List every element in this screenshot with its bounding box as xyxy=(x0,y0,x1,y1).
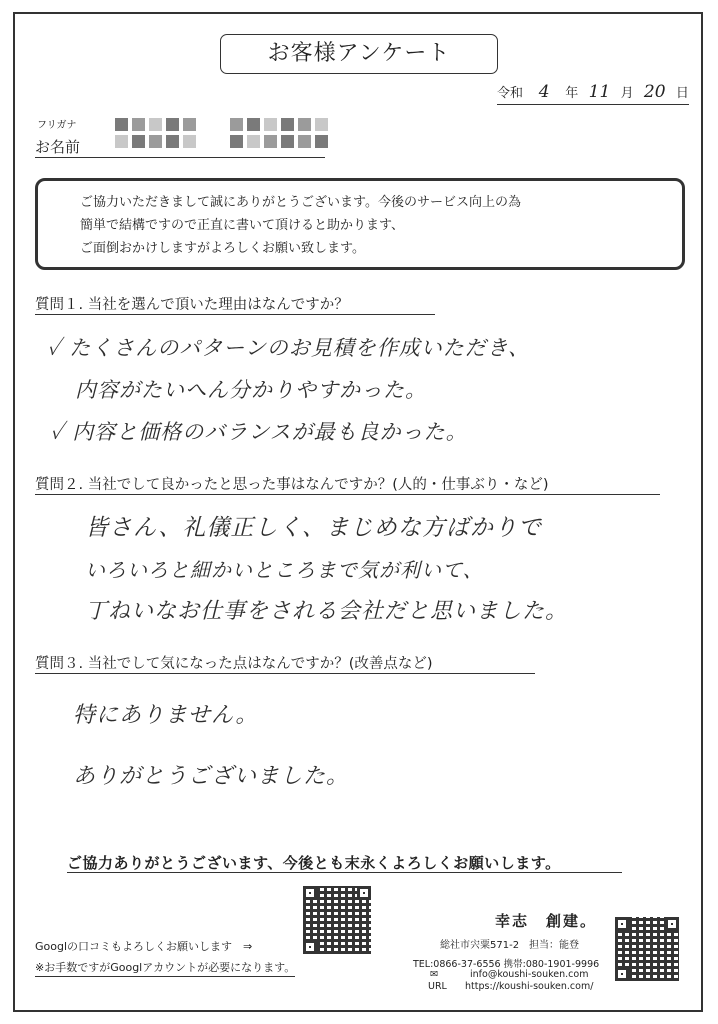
answer-2-line-2: いろいろと細かいところまで気が利いて、 xyxy=(85,558,484,582)
furigana-label: フリガナ xyxy=(37,120,77,131)
question-2-underline xyxy=(35,494,660,495)
intro-line: ご面倒おかけしますがよろしくお願い致します。 xyxy=(80,241,365,256)
answer-1-line-1: ✓ たくさんのパターンのお見積を作成いただき、 xyxy=(47,336,530,360)
company-address: 総社市宍粟571-2 担当：能登 xyxy=(440,940,580,951)
company-website-qr-icon[interactable] xyxy=(615,917,679,981)
date-era: 令和 xyxy=(497,86,524,101)
date-month: 11 xyxy=(588,82,611,102)
date-month-unit: 月 xyxy=(620,86,634,101)
intro-line: 簡単で結構ですので正直に書いて頂けると助かります、 xyxy=(80,218,404,233)
google-review-text: Googlの口コミもよろしくお願いします ⇒ xyxy=(35,940,253,953)
company-url[interactable]: https://koushi-souken.com/ xyxy=(465,981,594,992)
google-account-note: ※お手数ですがGooglアカウントが必要になります。 xyxy=(35,959,295,977)
date-year-unit: 年 xyxy=(565,86,579,101)
date-day-unit: 日 xyxy=(675,86,689,101)
date-field xyxy=(497,82,689,102)
url-label: URL xyxy=(428,981,447,992)
question-3-label: 質問３. 当社でして気になった点はなんですか？(改善点など) xyxy=(35,656,433,672)
company-tel: TEL:0866-37-6556 携帯:080-1901-9996 xyxy=(413,959,600,970)
redacted-name-part1 xyxy=(115,106,205,160)
closing-underline xyxy=(67,872,622,873)
redacted-name-part2 xyxy=(230,106,330,160)
answer-1-line-2: 内容がたいへん分かりやすかった。 xyxy=(75,378,427,402)
closing-message: ご協力ありがとうございます、今後とも末永くよろしくお願いします。 xyxy=(67,854,561,872)
google-review-qr-icon[interactable] xyxy=(303,886,371,954)
company-email[interactable]: info@koushi-souken.com xyxy=(470,969,589,980)
date-day: 20 xyxy=(643,82,666,102)
date-underline xyxy=(497,104,689,105)
date-year: 4 xyxy=(538,82,550,102)
intro-message-box xyxy=(35,178,685,270)
answer-2-line-1: 皆さん、礼儀正しく、まじめな方ばかりで xyxy=(85,515,542,541)
survey-sheet xyxy=(13,12,703,1012)
name-label: お名前 xyxy=(35,138,81,156)
answer-3-line-1: 特にありません。 xyxy=(73,703,259,728)
question-3-underline xyxy=(35,673,535,674)
question-1-label: 質問１. 当社を選んで頂いた理由はなんですか？ xyxy=(35,297,349,313)
answer-2-line-3: 丁ねいなお仕事をされる会社だと思いました。 xyxy=(85,599,569,624)
intro-line: ご協力いただきまして誠にありがとうございます。今後のサービス向上の為 xyxy=(80,195,521,210)
company-name: 幸志 創建。 xyxy=(495,912,598,930)
answer-1-line-3: ✓ 内容と価格のバランスが最も良かった。 xyxy=(50,420,468,444)
question-2-label: 質問２. 当社でして良かったと思った事はなんですか？(人的・仕事ぶり・など) xyxy=(35,477,549,493)
page-title: お客様アンケート xyxy=(220,34,498,74)
answer-3-line-2: ありがとうございました。 xyxy=(73,764,350,789)
question-1-underline xyxy=(35,314,435,315)
mail-icon: ✉ xyxy=(430,969,438,980)
